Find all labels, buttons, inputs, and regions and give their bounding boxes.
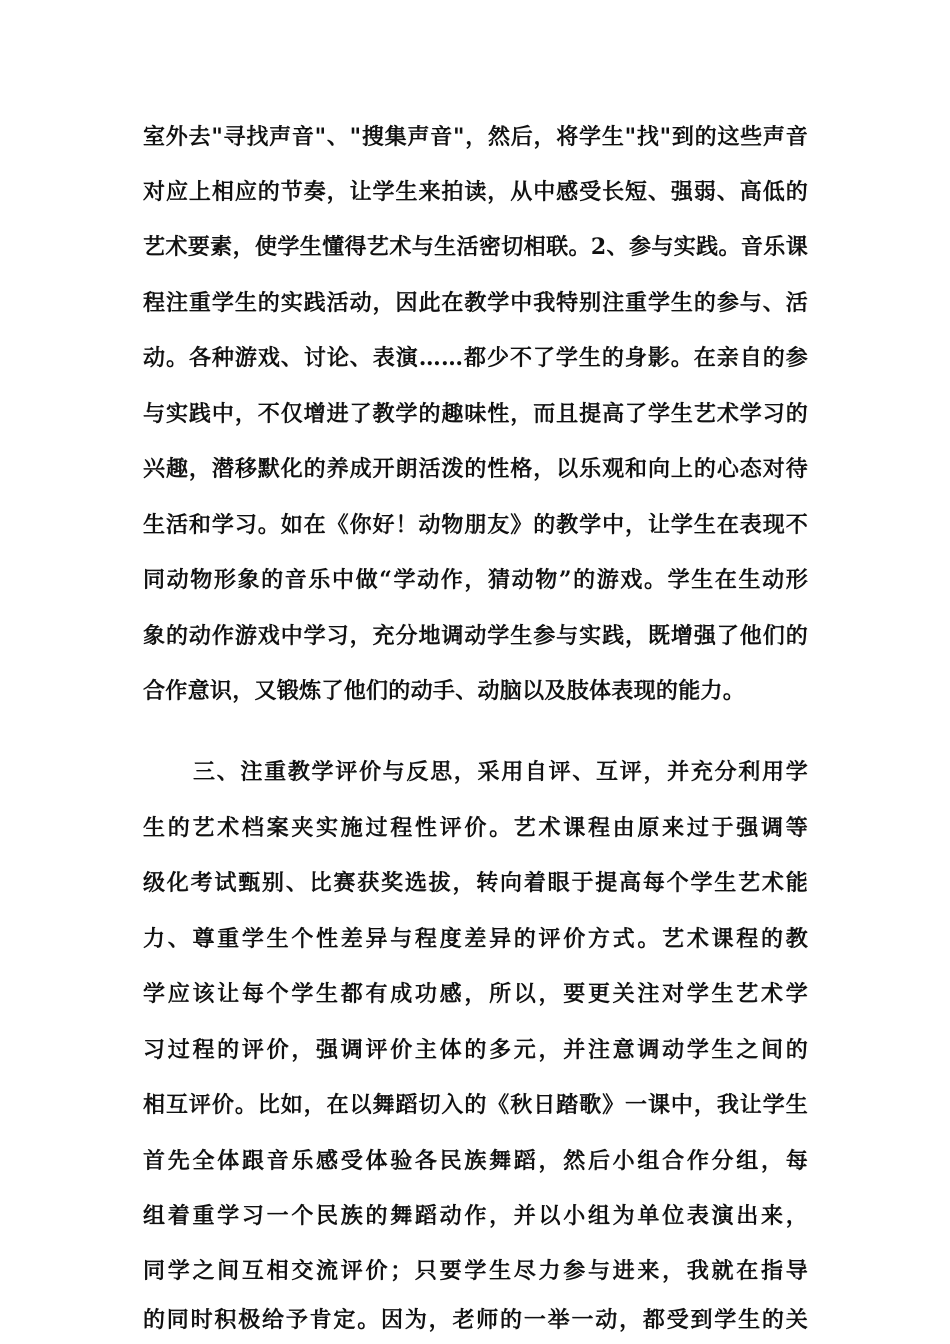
text-line: 同动物形象的音乐中做“学动作，猜动物”的游戏。学生在生动形 <box>143 567 808 593</box>
text-line: 象的动作游戏中学习，充分地调动学生参与实践，既增强了他们的 <box>143 623 808 649</box>
text-line: 合作意识，又锻炼了他们的动手、动脑以及肢体表现的能力。 <box>143 678 746 704</box>
text-line: 级化考试甄别、比赛获奖选拔，转向着眼于提高每个学生艺术能 <box>143 870 808 896</box>
text-line: 首先全体跟音乐感受体验各民族舞蹈，然后小组合作分组，每 <box>143 1148 808 1174</box>
text-line: 室外去"寻找声音"、"搜集声音"，然后，将学生"找"到的这些声音 <box>143 124 808 150</box>
text-line: 与实践中，不仅增进了教学的趣味性，而且提高了学生艺术学习的 <box>143 401 808 427</box>
text-line: 相互评价。比如，在以舞蹈切入的《秋日踏歌》一课中，我让学生 <box>143 1092 808 1118</box>
text-line: 动。各种游戏、讨论、表演……都少不了学生的身影。在亲自的参 <box>143 345 808 371</box>
text-line: 的同时积极给予肯定。因为，老师的一举一动，都受到学生的关 <box>143 1307 808 1333</box>
text-line: 习过程的评价，强调评价主体的多元，并注意调动学生之间的 <box>143 1037 808 1063</box>
text-line: 兴趣，潜移默化的养成开朗活泼的性格，以乐观和向上的心态对待 <box>143 456 808 482</box>
text-line: 艺术要素，使学生懂得艺术与生活密切相联。2、参与实践。音乐课 <box>143 234 808 260</box>
text-line: 组着重学习一个民族的舞蹈动作，并以小组为单位表演出来， <box>143 1203 808 1229</box>
text-line: 生活和学习。如在《你好！动物朋友》的教学中，让学生在表现不 <box>143 512 808 538</box>
text-line: 学应该让每个学生都有成功感，所以，要更关注对学生艺术学 <box>143 981 808 1007</box>
text-line: 对应上相应的节奏，让学生来拍读，从中感受长短、强弱、高低的 <box>143 179 808 205</box>
text-line: 三、注重教学评价与反思，采用自评、互评，并充分利用学 <box>193 759 808 785</box>
text-line: 力、尊重学生个性差异与程度差异的评价方式。艺术课程的教 <box>143 926 808 952</box>
text-line: 同学之间互相交流评价；只要学生尽力参与进来，我就在指导 <box>143 1258 808 1284</box>
text-line: 生的艺术档案夹实施过程性评价。艺术课程由原来过于强调等 <box>143 815 808 841</box>
text-line: 程注重学生的实践活动，因此在教学中我特别注重学生的参与、活 <box>143 290 808 316</box>
